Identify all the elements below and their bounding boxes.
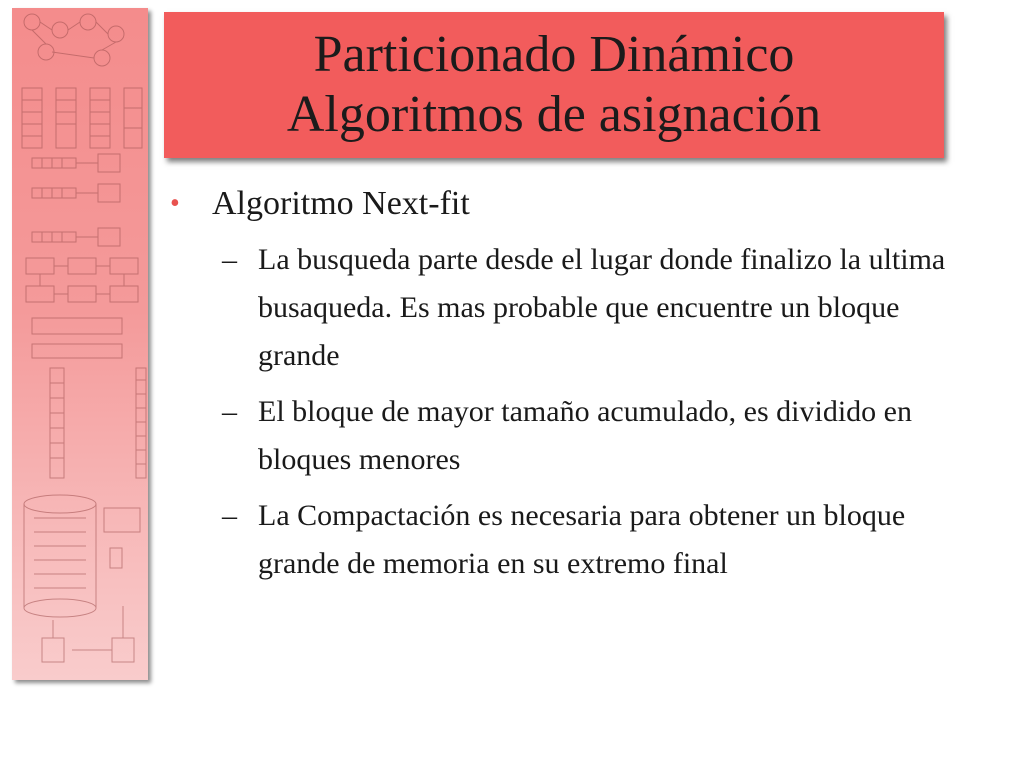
dash-marker: –: [222, 395, 237, 428]
sub-bullet-list: [222, 236, 970, 588]
sub-bullet-text: El bloque de mayor tamaño acumulado, es dividido en bloques menores: [258, 395, 912, 476]
bullet-marker: •: [170, 188, 180, 219]
title-banner: [164, 12, 944, 158]
sub-bullet-text: La busqueda parte desde el lugar donde finalizo la ultima busaqueda. Es mas probable que encuentre un bloque grande: [258, 243, 946, 372]
decorative-side-panel: [12, 8, 148, 680]
slide-title-line-2: Algoritmos de asignación: [286, 86, 822, 143]
bullet-text: Algoritmo Next-fit: [212, 185, 470, 222]
slide-content: [170, 182, 970, 596]
dash-marker: –: [222, 243, 237, 276]
diagram-illustration: [12, 8, 148, 680]
dash-marker: –: [222, 499, 237, 532]
sub-bullet-item: [222, 492, 970, 588]
sub-bullet-item: [222, 388, 970, 484]
slide-title-line-1: Particionado Dinámico: [313, 26, 795, 83]
sub-bullet-text: La Compactación es necesaria para obtener un bloque grande de memoria en su extremo final: [258, 499, 906, 580]
sub-bullet-item: [222, 236, 970, 380]
bullet-item: [170, 182, 970, 226]
